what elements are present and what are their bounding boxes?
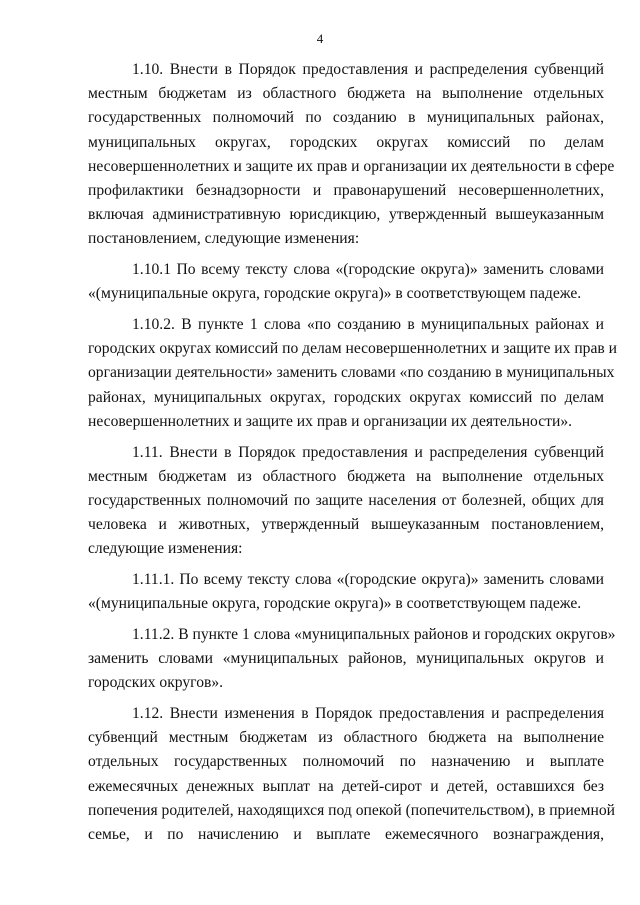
text-line: ежемесячных денежных выплат на детей-сирот и детей, оставшихся без: [88, 777, 604, 795]
text-line: организации деятельности» заменить словами «по созданию в муниципальных: [88, 364, 615, 382]
text-line: районах, муниципальных округах, городских округах комиссий по делам: [88, 388, 604, 406]
text-line: 1.10. Внести в Порядок предоставления и распределения субвенций: [132, 61, 604, 78]
text-line: субвенций местным бюджетам из областного бюджета на выполнение: [88, 729, 604, 747]
paragraph-1-10-2: [88, 313, 617, 434]
text-line: человека и животных, утвержденный вышеуказанным постановлением,: [88, 516, 604, 534]
text-line: отдельных государственных полномочий по назначению и выплате: [88, 753, 604, 771]
text-line: государственных полномочий по созданию в муниципальных районах,: [88, 109, 604, 127]
paragraph-1-10-1: [88, 258, 604, 306]
paragraph-1-11: [88, 441, 604, 562]
text-line: городских округах комиссий по делам несовершеннолетних и защите их прав и: [88, 340, 617, 358]
text-line: включая административную юрисдикцию, утвержденный вышеуказанным: [88, 206, 604, 224]
text-line: несовершеннолетних и защите их прав и организации их деятельности».: [88, 412, 573, 430]
text-line: 1.11. Внести в Порядок предоставления и распределения субвенций: [132, 443, 604, 461]
page-number: 4: [316, 31, 324, 46]
document-body: [88, 58, 617, 854]
paragraph-1-10: [88, 58, 615, 252]
text-line: профилактики безнадзорности и правонарушений несовершеннолетних,: [88, 182, 604, 200]
text-line: местным бюджетам из областного бюджета на выполнение отдельных: [88, 467, 604, 485]
text-line: 1.11.2. В пункте 1 слова «муниципальных районов и городских округов»: [132, 625, 616, 643]
text-line: местным бюджетам из областного бюджета на выполнение отдельных: [88, 85, 604, 103]
text-line: 1.11.1. По всему тексту слова «(городские округа)» заменить словами: [132, 571, 604, 589]
text-line: 1.12. Внести изменения в Порядок предоставления и распределения: [132, 705, 604, 723]
text-line: муниципальных округах, городских округах комиссий по делам: [88, 133, 604, 151]
text-line: «(муниципальные округа, городские округа)» в соответствующем падеже.: [88, 595, 582, 613]
text-line: городских округов».: [88, 674, 224, 692]
text-line: следующие изменения:: [88, 540, 243, 558]
text-line: 1.10.1 По всему тексту слова «(городские округа)» заменить словами: [132, 261, 604, 279]
text-line: постановлением, следующие изменения:: [88, 230, 360, 248]
text-line: попечения родителей, находящихся под опекой (попечительством), в приемной: [88, 801, 615, 819]
paragraph-1-11-2: [88, 623, 616, 696]
text-line: 1.10.2. В пункте 1 слова «по созданию в муниципальных районах и: [132, 316, 604, 334]
text-line: несовершеннолетних и защите их прав и организации их деятельности в сфере: [88, 157, 615, 175]
text-line: государственных полномочий по защите населения от болезней, общих для: [88, 491, 604, 509]
text-line: заменить словами «муниципальных районов, муниципальных округов и: [88, 650, 604, 668]
paragraph-1-11-1: [88, 568, 604, 616]
text-line: семье, и по начислению и выплате ежемесячного вознаграждения,: [88, 826, 604, 844]
paragraph-1-12: [88, 702, 615, 847]
text-line: «(муниципальные округа, городские округа)» в соответствующем падеже.: [88, 285, 582, 303]
